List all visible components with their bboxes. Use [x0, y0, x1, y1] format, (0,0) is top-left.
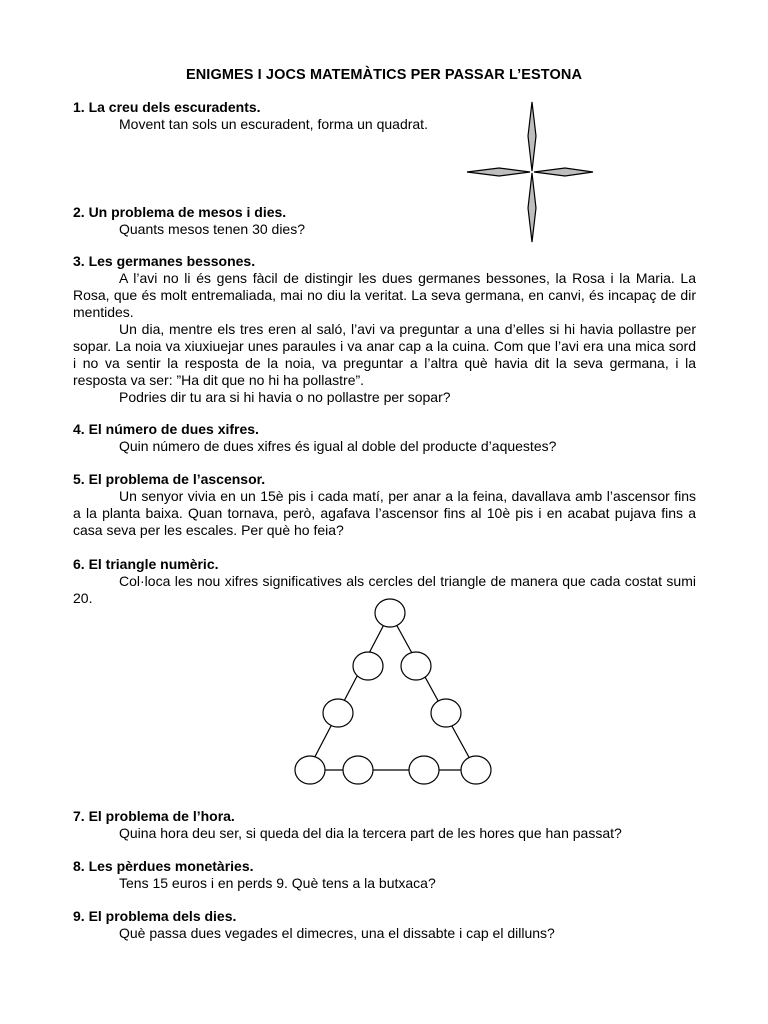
puzzle-heading: 1. La creu dels escuradents. [73, 99, 261, 115]
toothpick-left [467, 168, 530, 176]
number-circle[interactable] [401, 652, 431, 680]
puzzle-text: Un dia, mentre els tres eren al saló, l’avi va preguntar a una d’elles si hi havia pollastre per sopar. La noia va xiuxiuejar unes paraules i va anar cap a la cuina. Com que l’avi era una mica sord i no va sentir la resposta de la noia, va preguntar a l’altra què havia dit la seva germana, i la resposta va ser: ”Ha dit que no hi ha pollastre”. [73, 321, 696, 388]
number-triangle-figure [290, 596, 500, 788]
puzzle-heading: 5. El problema de l’ascensor. [73, 471, 266, 487]
number-circle[interactable] [409, 756, 439, 784]
puzzle-heading: 2. Un problema de mesos i dies. [73, 204, 287, 220]
toothpick-right [534, 168, 593, 176]
puzzle-text: Un senyor vivia en un 15è pis i cada matí, per anar a la feina, davallava amb l’ascensor fins a la planta baixa. Quan tornava, però, agafava l’ascensor fins al 10è pis i en acabat pujava fins a casa seva per les escales. Per què ho feia? [73, 488, 696, 538]
puzzle-text: Què passa dues vegades el dimecres, una el dissabte i cap el dilluns? [119, 925, 555, 941]
puzzle-4 [73, 421, 696, 455]
puzzle-text: Quina hora deu ser, si queda del dia la tercera part de les hores que han passat? [119, 825, 622, 841]
triangle-side-right [390, 613, 476, 770]
puzzle-heading: 3. Les germanes bessones. [73, 253, 256, 269]
number-circle[interactable] [295, 756, 325, 784]
puzzle-heading: 4. El número de dues xifres. [73, 421, 259, 437]
number-circle[interactable] [431, 699, 461, 727]
puzzle-text: A l’avi no li és gens fàcil de distingir les dues germanes bessones, la Rosa i la Maria. La Rosa, que és molt entremaliada, mai no diu la veritat. La seva germana, en canvi, és incapaç de dir mentides. [73, 270, 696, 320]
puzzle-9 [73, 908, 696, 942]
puzzle-heading: 6. El triangle numèric. [73, 556, 219, 572]
puzzle-5 [73, 471, 696, 539]
number-circle[interactable] [461, 756, 491, 784]
number-circle[interactable] [353, 652, 383, 680]
page-title: ENIGMES I JOCS MATEMÀTICS PER PASSAR L’ESTONA [185, 67, 583, 83]
puzzle-8 [73, 858, 696, 892]
puzzle-heading: 7. El problema de l’hora. [73, 808, 235, 824]
puzzle-text: Col·loca les nou xifres significatives als cercles del triangle de manera que cada costat sumi 20. [73, 573, 696, 606]
puzzle-heading: 9. El problema dels dies. [73, 908, 237, 924]
number-circle[interactable] [375, 599, 405, 627]
triangle-side-left [308, 613, 390, 770]
puzzle-text: Quin número de dues xifres és igual al doble del producte d’aquestes? [119, 438, 557, 454]
number-circle[interactable] [343, 756, 373, 784]
puzzle-text: Podries dir tu ara si hi havia o no pollastre per sopar? [119, 389, 451, 405]
puzzle-2 [73, 204, 696, 238]
puzzle-heading: 8. Les pèrdues monetàries. [73, 858, 254, 874]
puzzle-text: Tens 15 euros i en perds 9. Què tens a la butxaca? [119, 875, 436, 891]
puzzle-text: Quants mesos tenen 30 dies? [119, 221, 306, 237]
toothpick-top [528, 102, 536, 171]
puzzle-7 [73, 808, 696, 842]
puzzle-1 [73, 99, 696, 133]
puzzle-3 [73, 253, 696, 406]
number-circle[interactable] [323, 699, 353, 727]
puzzle-text: Movent tan sols un escuradent, forma un quadrat. [119, 116, 428, 132]
